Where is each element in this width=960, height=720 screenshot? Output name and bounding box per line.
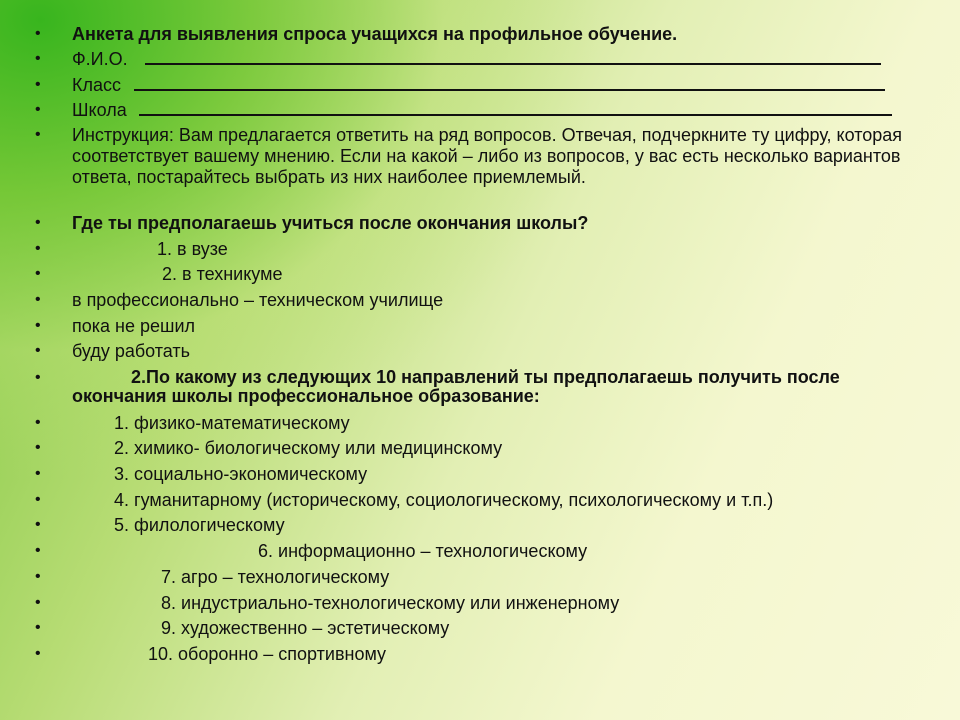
q1-option-university[interactable]: 1. в вузе [157,239,228,259]
school-label: Школа [72,100,127,120]
bullet: • [35,317,41,334]
bullet: • [35,568,41,585]
bullet: • [35,50,41,67]
q2-option-6[interactable]: 6. информационно – технологическому [258,541,588,561]
bullet: • [35,465,41,482]
bullet: • [35,126,41,143]
bullet: • [35,25,41,42]
q1-option-vocational[interactable]: в профессионально – техническом училище [72,290,444,310]
bullet: • [35,214,41,231]
q2-option-10[interactable]: 10. оборонно – спортивному [148,644,387,664]
fio-label: Ф.И.О. [72,49,128,69]
bullet: • [35,101,41,118]
bullet: • [35,491,41,508]
q2-option-3[interactable]: 3. социально-экономическому [114,464,368,484]
bullet: • [35,240,41,257]
bullet: • [35,645,41,662]
q2-option-8[interactable]: 8. индустриально-технологическому или инженерному [161,593,620,613]
q2-option-9[interactable]: 9. художественно – эстетическому [161,618,450,638]
bullet: • [35,291,41,308]
bullet: • [35,594,41,611]
q1-option-undecided[interactable]: пока не решил [72,316,196,336]
bullet: • [35,619,41,636]
question1-text: Где ты предполагаешь учиться после окончания школы? [72,213,589,233]
q1-option-work[interactable]: буду работать [72,341,191,361]
school-fill-line[interactable] [139,114,892,116]
bullet: • [35,369,41,386]
bullet: • [35,342,41,359]
bullet: • [35,439,41,456]
question2-text: 2.По какому из следующих 10 направлений ты предполагаешь получить после окончания школы профессиональное образование: [72,367,840,406]
q1-option-college[interactable]: 2. в техникуме [162,264,283,284]
class-label: Класс [72,75,121,95]
fio-fill-line[interactable] [145,63,881,65]
q2-option-7[interactable]: 7. агро – технологическому [161,567,390,587]
bullet: • [35,414,41,431]
class-fill-line[interactable] [134,89,885,91]
q2-option-1[interactable]: 1. физико-математическому [114,413,350,433]
q2-option-4[interactable]: 4. гуманитарному (историческому, социологическому, психологическому и т.п.) [114,490,774,510]
instruction-text: Инструкция: Вам предлагается ответить на ряд вопросов. Отвечая, подчеркните ту цифру, которая соответствует вашему мнению. Если на какой – либо из вопросов, у вас есть несколько вариантов ответа, постарайтесь выбрать из них наиболее приемлемый. [72,125,903,187]
bullet: • [35,542,41,559]
bullet: • [35,265,41,282]
q2-option-5[interactable]: 5. филологическому [114,515,285,535]
bullet: • [35,76,41,93]
questionnaire-title: Анкета для выявления спроса учащихся на профильное обучение. [72,24,678,44]
bullet: • [35,516,41,533]
q2-option-2[interactable]: 2. химико- биологическому или медицинскому [114,438,503,458]
